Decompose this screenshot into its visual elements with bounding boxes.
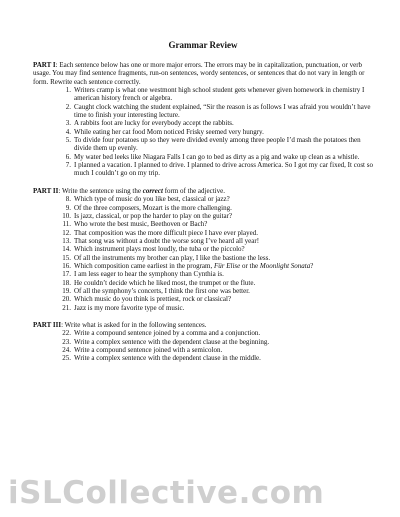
worksheet [33, 40, 373, 363]
list-item: 2 . Caught clock watching the student explained, “Sir the reason is as follows I was afraid you wouldn’t have time to finish your interesting lecture. [33, 103, 373, 120]
list-item: 7 . I planned a vacation. I planned to drive. I planned to drive across America. So I got my car fixed, It cost so much I couldn’t go on my trip. [33, 161, 373, 178]
list-item: 9 . Of the three composers, Mozart is the more challenging. [33, 204, 373, 212]
list-item: 22 . Write a compound sentence joined by a comma and a conjunction. [33, 329, 373, 337]
list-item: 15 . Of all the instruments my brother can play, I like the bastione the less. [33, 254, 373, 262]
part2-label: PART II [33, 186, 59, 195]
list-item: 1 . Writers cramp is what one westmont high school student gets whenever given homework in chemistry I american history french or algebra. [33, 86, 373, 103]
list-item: 13 . That song was without a doubt the worse song I’ve heard all year! [33, 237, 373, 245]
list-item: 10 . Is jazz, classical, or pop the harder to play on the guitar? [33, 212, 373, 220]
part3-list [33, 329, 373, 362]
part1-list [33, 86, 373, 178]
list-item: 21 . Jazz is my more favorite type of music. [33, 304, 373, 312]
list-item: 11 . Who wrote the best music, Beethoven or Bach? [33, 220, 373, 228]
part1-instruction: PART I: Each sentence below has one or more major errors. The errors may be in capitalization, punctuation, or verb usage. You may find sentence fragments, run-on sentences, wordy sentences, or sentences that do not vary in length or form. Rewrite each sentence correctly. [33, 61, 365, 86]
list-item: 4 . While eating her cat food Mom noticed Frisky seemed very hungry. [33, 128, 373, 136]
list-item: 16 . Which composition came earliest in the program, Für Elise or the Moonlight Sonata? [33, 262, 373, 270]
list-item: 17 . I am less eager to hear the symphony than Cynthia is. [33, 270, 373, 278]
list-item: 14 . Which instrument plays most loudly, the tuba or the piccolo? [33, 245, 373, 253]
page-title: Grammar Review [168, 40, 238, 50]
list-item: 23 . Write a complex sentence with the dependent clause at the beginning. [33, 338, 373, 346]
list-item: 8 . Which type of music do you like best, classical or jazz? [33, 195, 373, 203]
part1-label: PART I [33, 61, 56, 69]
list-item: 24 . Write a compound sentence joined with a semicolon. [33, 346, 373, 354]
list-item: 12 . That composition was the more difficult piece I have ever played. [33, 229, 373, 237]
part2-instruction: PART II: Write the sentence using the correct form of the adjective. [33, 186, 225, 195]
watermark: iSLCollective.com [8, 475, 325, 511]
part3-label: PART III [33, 320, 62, 329]
list-item: 20 . Which music do you think is prettiest, rock or classical? [33, 295, 373, 303]
list-item: 6 . My water bed leeks like Niagara Falls I can go to bed as dirty as a pig and wake up clean as a whistle. [33, 153, 373, 161]
list-item: 3 . A rabbits foot are lucky for everybody accept the rabbits. [33, 119, 373, 127]
list-item: 5 . To divide four potatoes up so they were divided evenly among three people I’d mash the potatoes then divide them up evenly. [33, 136, 373, 153]
list-item: 18 . He couldn’t decide which he liked most, the trumpet or the flute. [33, 279, 373, 287]
part3-instruction: PART III: Write what is asked for in the following sentences. [33, 320, 207, 329]
list-item: 19 . Of all the symphony’s concerts, I think the first one was better. [33, 287, 373, 295]
part2-list [33, 195, 373, 312]
list-item: 25 . Write a complex sentence with the dependent clause in the middle. [33, 354, 373, 362]
